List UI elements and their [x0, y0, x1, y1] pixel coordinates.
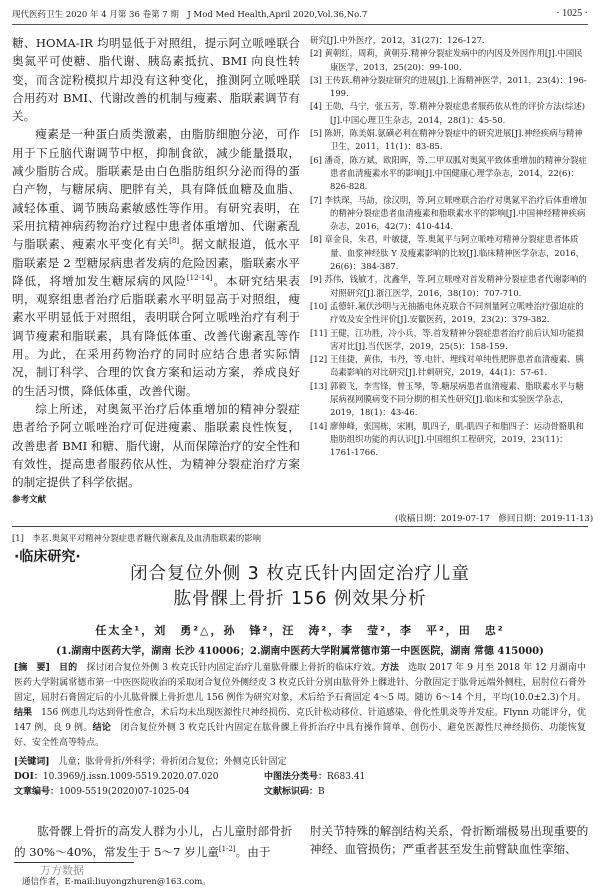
reference-item: 研究[J].中外医疗，2012，31(27)：126-127. — [310, 35, 485, 45]
abstract-label: [摘 要] — [14, 663, 50, 673]
citation[interactable]: [12-14] — [186, 274, 213, 282]
paragraph: 综上所述，对奥氮平治疗后体重增加的精神分裂症患者给予阿立哌唑治疗可促进瘦素、脂联素良性恢复，改善患者 BMI 和糖、脂代谢，从而保障治疗的安全性和有效性，提高患者服药依从性，为精神分裂症治疗方案的制定提供了科学依据。 — [12, 401, 300, 490]
citation[interactable]: [8] — [169, 237, 180, 246]
results-label: 结果 — [14, 708, 33, 718]
conclusion-label: 结论 — [92, 723, 112, 733]
footnote-divider — [14, 862, 134, 863]
reference-item: [10] 孟德轩.氟伏沙明与无抽搐电休克联合不同剂量阿立哌唑治疗强迫症的疗效及安全性评价[J].安徽医药，2019，23(2)：379-382. — [310, 300, 584, 325]
results-text: 156 例患儿均达到骨性愈合，术后均未出现医源性尺神经损伤、克氏针松动移位、针道感染、骨化性肌炎等并发症。Flynn 功能评分，优 147 例，良 9 例。 — [14, 708, 586, 733]
reference-item: [11] 王健，江功胜，冷小兵，等.首发精神分裂症患者治疗前后认知功能损害对比[J].当代医学，2019，25(5)：158-159. — [310, 327, 584, 351]
title-line: 闭合复位外侧 3 枚克氏针内固定治疗儿童 — [130, 564, 470, 584]
reference-item: [13] 郭毅飞，李雪锋，曾玉琴，等.糖尿病患者血清瘦素、脂联素水平与糖尿病视网膜病变不同分期的相关性研究[J].临床和实验医学杂志，2019，18(1)：43-46. — [310, 380, 584, 418]
abstract — [14, 661, 586, 751]
reference-item: [1] 李茗.奥氮平对精神分裂症患者糖代谢紊乱及血清脂联素的影响 — [12, 533, 262, 543]
reference-item: [4] 王勋，马宁，张五芳，等.精神分裂症患者服药依从性的评价方法(综述)[J].中国心理卫生杂志，2014，28(1)：45-50. — [310, 101, 585, 125]
running-header — [12, 8, 588, 25]
methods-label: 方法 — [380, 663, 399, 673]
references-heading: 参考文献 — [12, 495, 47, 506]
footnote: 通信作者，E-mail:liuyongzhuren@163.com。 — [22, 877, 211, 887]
keywords-text: 儿童；肱骨骨折/外科学；骨折闭合复位；外侧克氏针固定 — [58, 757, 287, 767]
article-title — [0, 562, 600, 612]
reference-item: [8] 章金良，朱君，叶敏捷，等.奥氮平与阿立哌唑对精神分裂症患者体质量、血浆神经肽 Y 及瘦素影响的比较[J].临床精神医学杂志，2016，26(6)：384-387. — [310, 234, 585, 272]
authors: 任太全¹，刘 勇²△，孙 锋²，汪 涛²，李 莹²，李 平²，田 忠² — [95, 624, 505, 637]
affiliation: (1.湖南中医药大学，湖南 长沙 410006；2.湖南中医药大学附属常德市第一中医医院，湖南 常德 415000) — [56, 646, 544, 657]
clc: 中图法分类号：R683.41 — [264, 772, 366, 782]
body-text-right — [310, 822, 590, 858]
doi: DOI：10.3969/j.issn.1009-5519.2020.07.020 — [14, 772, 219, 782]
journal-info: 现代医药卫生 2020 年 4 月第 36 卷第 7 期 J Mod Med Health,April 2020,Vol.36,No.7 — [12, 10, 368, 20]
purpose-text: 探讨闭合复位外侧 3 枚克氏针内固定治疗儿童肱骨髁上骨折的临床疗效。 — [86, 663, 381, 673]
body-text-left — [14, 822, 294, 861]
reference-item: [9] 苏伟，钱敏才，沈鑫华，等.阿立哌唑对首发精神分裂症患者代谢影响的对照研究[J].浙江医学，2016，38(10)：707-710. — [310, 274, 587, 298]
paragraph: 瘦素是一种蛋白质类激素，由脂肪细胞分泌，可作用于下丘脑代谢调节中枢，抑制食欲，减少能量摄取，减少脂肪合成。脂联素是由白色脂肪组织分泌而得的蛋白产物，与糖尿病、肥胖有关，具有降低血糖及血脂、减轻体重、调节胰岛素敏感性等作用。有研究表明，在采用抗精神病药物治疗过程中患者体重增加、代谢紊乱与脂联素、瘦素水平变化有关[8]。据文献报道，低水平脂联素是 2 型糖尿病患者发病的危险因素，脂联素水平降低，将增加发生糖尿病的风险[12-14]。本研究结果表明，观察组患者治疗后脂联素水平明显高于对照组，瘦素水平明显低于对照组，表明联合阿立哌唑治疗有利于调节瘦素和脂联素，具有降低体重、改善代谢紊乱等作用。为此，在采用药物治疗的同时应结合患者实际情况，制订科学、合理的饮食方案和运动方案，养成良好的生活习惯，降低体重，改善代谢。 — [12, 127, 300, 398]
purpose-label: 目的 — [58, 663, 78, 673]
left-text-column — [12, 34, 300, 554]
article-number: 文章编号：1009-5519(2020)07-1025-04 — [14, 787, 190, 797]
reference-item: [3] 王传跃.精神分裂症研究的进展[J].上海精神医学，2011，23(4)：196-199. — [310, 74, 587, 99]
reference-list — [310, 34, 590, 504]
methods-text: 选取 2017 年 9 月至 2018 年 12 月湖南中医药大学附属常德市第一中医医院收治的采取闭合复位外侧经皮 3 枚克氏针分别由肱骨外上髁进针、分散固定于肱骨远端外侧柱，屈肘位石膏外固定，屈肘石膏固定后的小儿肱骨髁上骨折患儿 156 例作为研究对象，术后给予石膏固定 4～5 周。随访 6～14 个月，平均(10.0±2.3)个月。 — [14, 663, 586, 703]
citation[interactable]: [1-2] — [218, 845, 236, 853]
document-code: 文献标识码：B — [264, 787, 325, 797]
title-line: 肱骨髁上骨折 156 例效果分析 — [173, 589, 427, 609]
reference-item: [2] 黄朝红，周莉，黄朝芬.精神分裂症发病中的内因及外因作用[J].中国民康医学，2013，25(20)：99-100. — [310, 48, 583, 72]
reference-item: [14] 廖伸峰，张国栋，宋刚，肌四子，肌-肌四子和脂四子：运动骨骼肌和脂肪组织功能的再认识[J].中国组织工程研究，2019，23(11)：1761-1766. — [310, 420, 584, 458]
received-date: (收稿日期：2019-07-17 修回日期：2019-11-13) — [395, 514, 594, 524]
reference-item: [6] 潘奇，陈方斌，欧阳晖，等.二甲双胍对奥氮平致体重增加的精神分裂症患者血清瘦素水平的影响[J].中国健康心理学杂志，2014，22(6)：826-828. — [310, 154, 587, 192]
page-number: · 1025 · — [556, 8, 588, 19]
paragraph: 肘关节特殊的解剖结构关系，骨折断端极易出现重要的神经、血管损伤；严重者甚至发生前臂缺血性挛缩、 — [310, 824, 589, 856]
reference-item: [7] 李铁琛，马劼，徐汉明，等.阿立哌唑联合治疗对奥氮平治疗后体重增加的精神分裂症患者血清瘦素和脂联素水平的影响[J].中国神经精神疾病杂志，2016，42(7)：410-414. — [310, 194, 587, 232]
keywords-label: [关键词] — [14, 757, 50, 767]
reference-item: [5] 陈妍，陈美娟.氨磺必利在精神分裂症中的研究进展[J].神经疾病与精神卫生，2011，11(1)：83-85. — [310, 128, 583, 152]
keywords-block — [14, 755, 586, 800]
section-label: ·临床研究· — [14, 549, 81, 565]
reference-item: [12] 王佳捷，黄伟，韦丹，等.电针、埋线对单纯性肥胖患者血清瘦素、胰岛素影响的对比研究[J].针刺研究，2019，44(1)：57-61. — [310, 354, 584, 378]
paragraph: 肱骨髁上骨折的高发人群为小儿，占儿童肘部骨折的 30%～40%，常发生于 5～7 岁儿童[1-2]。由于 — [14, 824, 293, 859]
divider — [12, 526, 588, 527]
conclusion-text: 闭合复位外侧 3 枚克氏针内固定在肱骨髁上骨折治疗中具有操作简单、创伤小、避免医源性尺神经损伤、功能恢复好、安全性高等特点。 — [14, 723, 586, 748]
paragraph: 糖、HOMA-IR 均明显低于对照组，提示阿立哌唑联合奥氮平可使糖、脂代谢、胰岛素抵抗、BMI 向良性转变，而含淀粉模拟片却没有这种变化，推测阿立哌唑联合用药对 BMI、代谢改善的机制与瘦素、脂联素调节有关。 — [12, 36, 300, 124]
watermark: 万方数据 — [40, 864, 84, 877]
